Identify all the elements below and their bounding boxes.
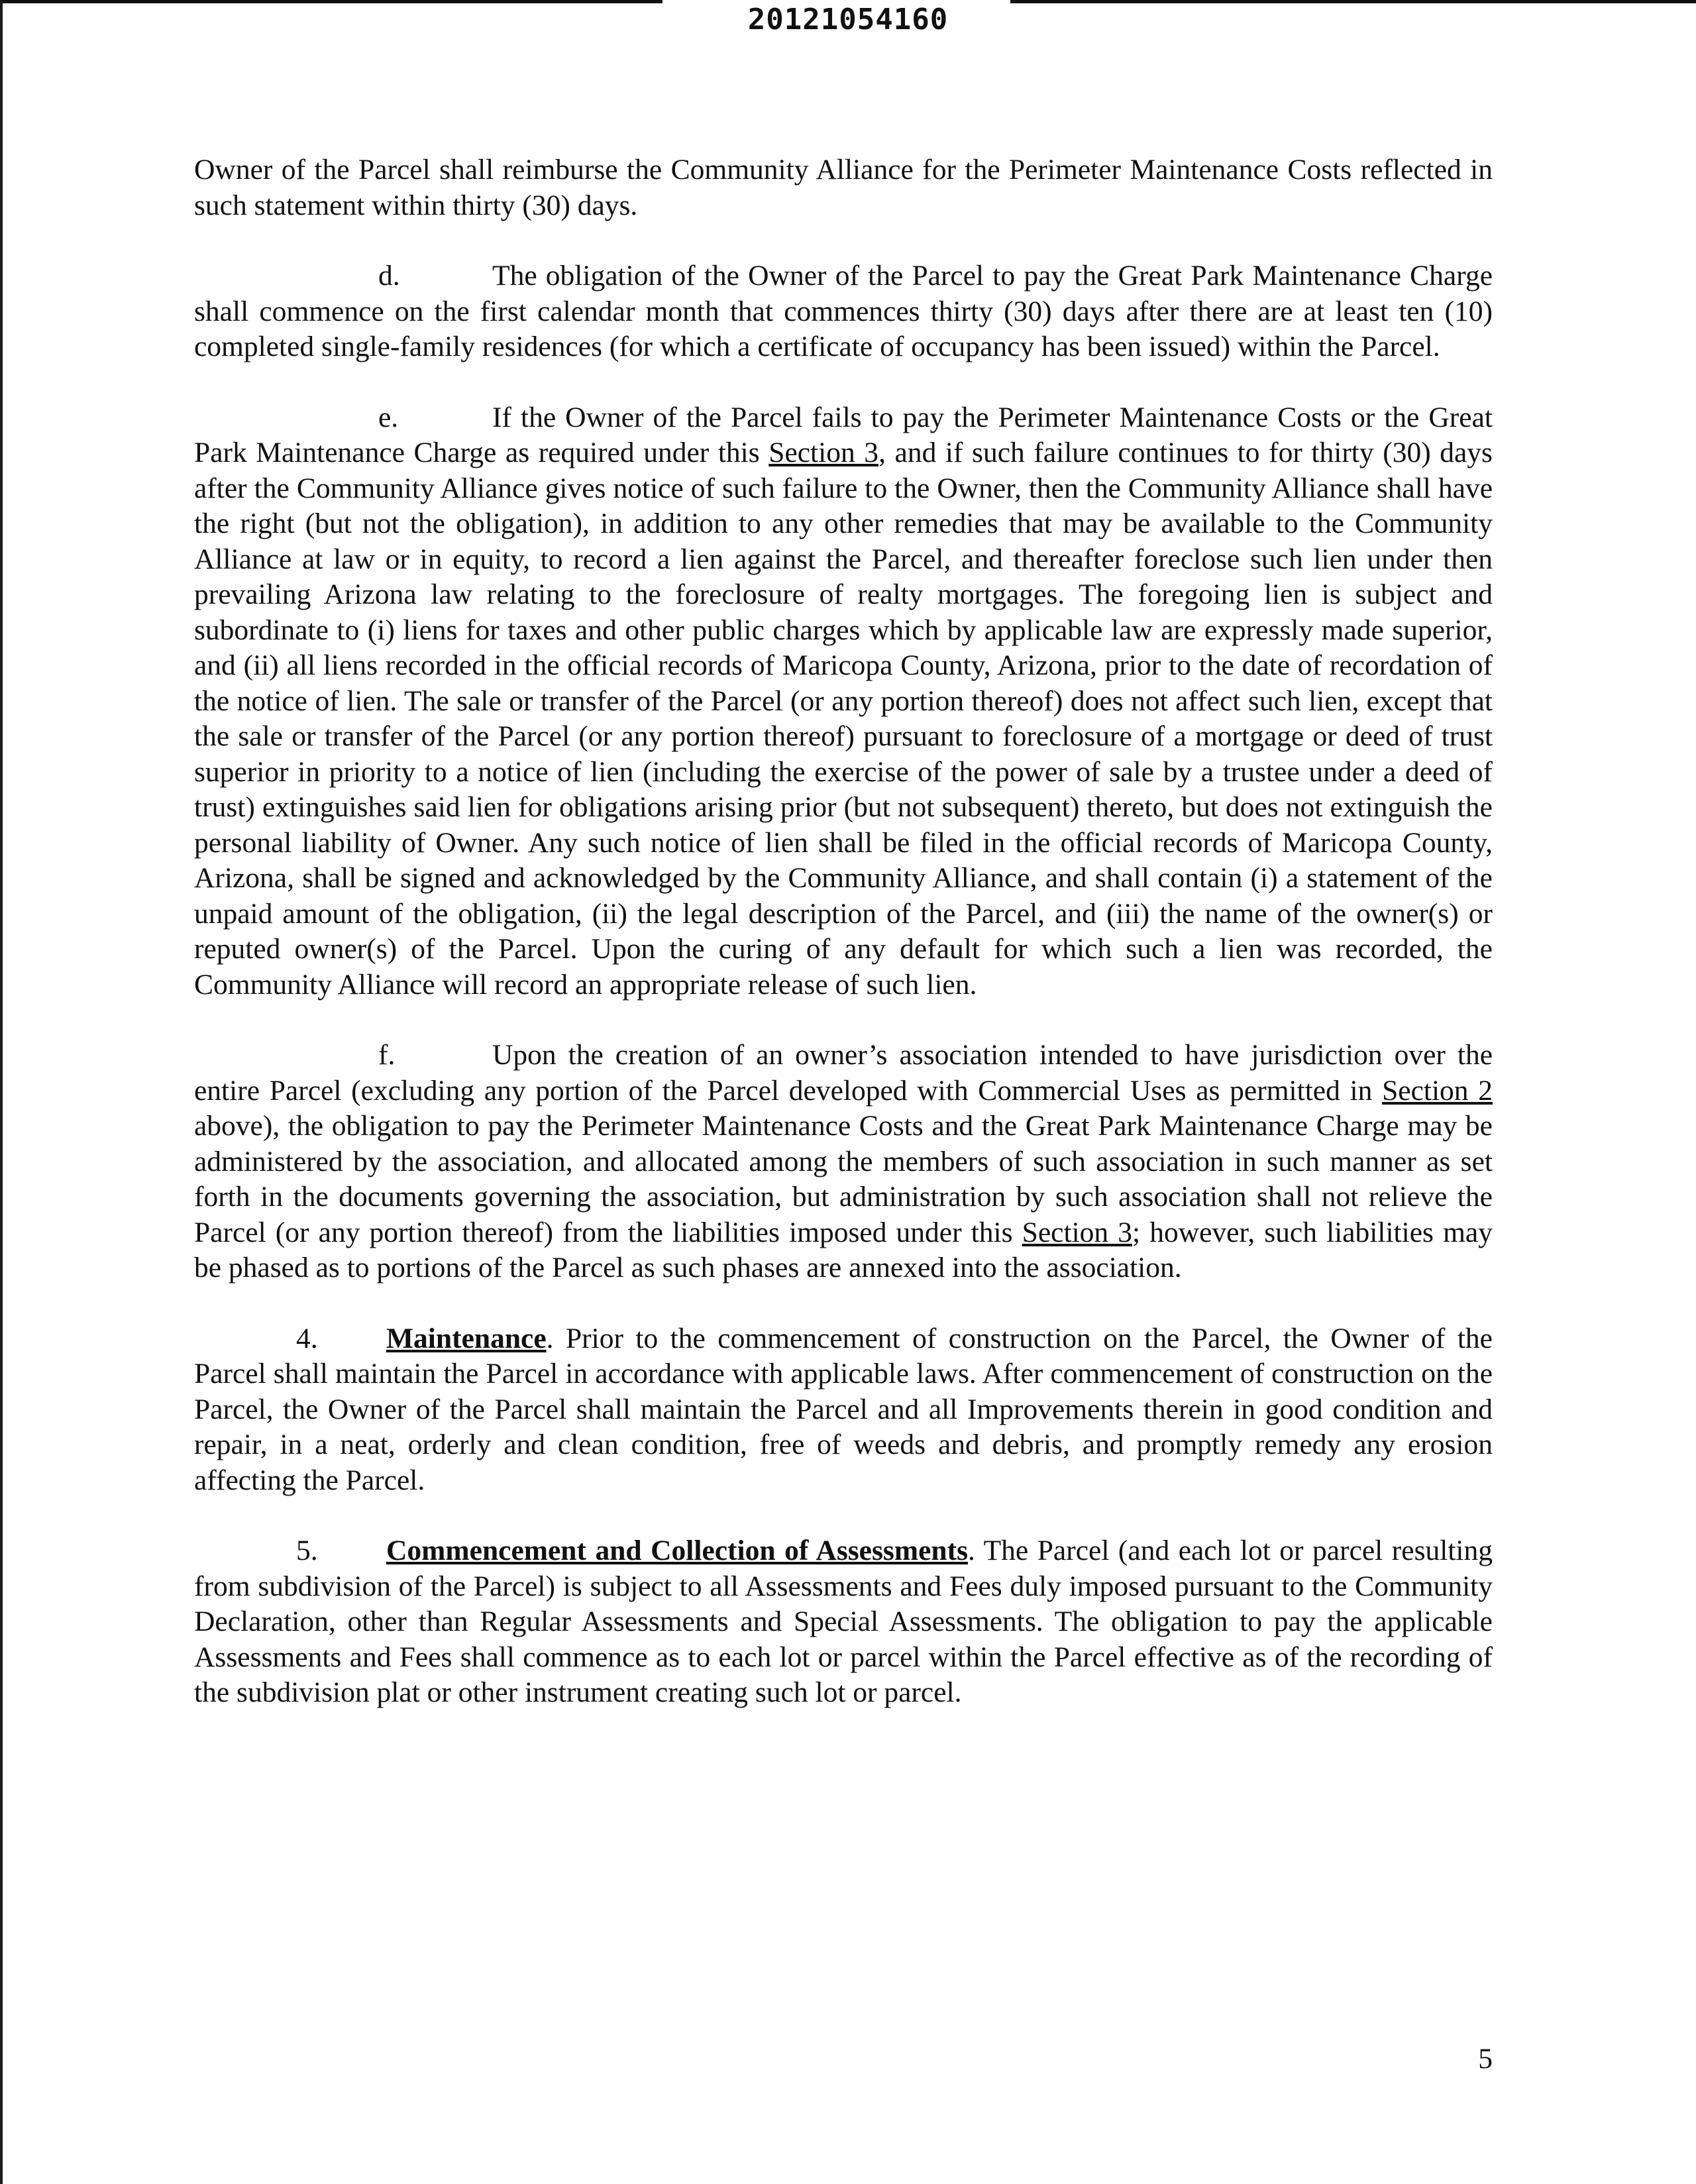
paragraph-text: . Prior to the commencement of construction on the Parcel, the Owner of the Parcel shall maintain the Parcel in accordance with applicable laws. After commencement of construction on the Parcel, the Owner of the Parcel shall maintain the Parcel and all Improvements therein in good condition and repair, in a neat, orderly and clean condition, free of weeds and debris, and promptly remedy any erosion affecting the Parcel. <box>194 1322 1493 1496</box>
section-number-4: 4. <box>296 1322 318 1354</box>
page-number: 5 <box>1478 2043 1493 2075</box>
paragraph-text: above), the obligation to pay the Perimeter Maintenance Costs and the Great Park Maintenance Charge may be administered by the association, and allocated among the members of such association in such manner as set forth in the documents governing the association, but administration by such association shall not relieve the Parcel (or any portion thereof) from the liabilities imposed under this <box>194 1110 1493 1248</box>
document-body <box>194 152 1493 1746</box>
paragraph-text: , and if such failure continues to for thirty (30) days after the Community Alliance gives notice of such failure to the Owner, then the Community Alliance shall have the right (but not the obligation), in addition to any other remedies that may be available to the Community Alliance at law or in equity, to record a lien against the Parcel, and thereafter foreclose such lien under then prevailing Arizona law relating to the foreclosure of realty mortgages. The foregoing lien is subject and subordinate to (i) liens for taxes and other public charges which by applicable law are expressly made superior, and (ii) all liens recorded in the official records of Maricopa County, Arizona, prior to the date of recordation of the notice of lien. The sale or transfer of the Parcel (or any portion thereof) does not affect such lien, except that the sale or transfer of the Parcel (or any portion thereof) pursuant to foreclosure of a mortgage or deed of trust superior in priority to a notice of lien (including the exercise of the power of sale by a trustee under a deed of trust) extinguishes said lien for obligations arising prior (but not subsequent) thereto, but does not extinguish the personal liability of Owner. Any such notice of lien shall be filed in the official records of Maricopa County, Arizona, shall be signed and acknowledged by the Community Alliance, and shall contain (i) a statement of the unpaid amount of the obligation, (ii) the legal description of the Parcel, and (iii) the name of the owner(s) or reputed owner(s) of the Parcel. Upon the curing of any default for which such a lien was recorded, the Community Alliance will record an appropriate release of such lien. <box>194 437 1493 1001</box>
section-5 <box>194 1533 1493 1711</box>
section-reference: Section 3 <box>768 437 879 468</box>
section-reference: Section 3 <box>1022 1216 1133 1248</box>
paragraph-e <box>194 400 1493 1003</box>
item-marker-d: d. <box>378 260 400 292</box>
paragraph-text: Upon the creation of an owner’s association intended to have jurisdiction over the entire Parcel (excluding any portion of the Parcel developed with Commercial Uses as permitted in <box>194 1039 1493 1107</box>
section-heading-assessments: Commencement and Collection of Assessments <box>386 1535 968 1566</box>
section-reference: Section 2 <box>1382 1074 1493 1107</box>
recording-number: 20121054160 <box>747 3 949 36</box>
section-4 <box>194 1321 1493 1499</box>
paragraph-d <box>194 258 1493 365</box>
scan-left-edge <box>0 0 3 2184</box>
section-number-5: 5. <box>296 1535 318 1566</box>
paragraph-continuation <box>194 152 1493 223</box>
paragraph-text: If the Owner of the Parcel fails to pay the Perimeter Maintenance Costs or the Great Park Maintenance Charge as required under this <box>194 401 1493 468</box>
section-heading-maintenance: Maintenance <box>386 1322 547 1354</box>
paragraph-text: The obligation of the Owner of the Parcel to pay the Great Park Maintenance Charge shall commence on the first calendar month that commences thirty (30) days after there are at least ten (10) completed single-family residences (for which a certificate of occupancy has been issued) within the Parcel. <box>194 260 1493 362</box>
paragraph-text: Owner of the Parcel shall reimburse the Community Alliance for the Perimeter Maintenance Costs reflected in such statement within thirty (30) days. <box>194 154 1493 221</box>
item-marker-f: f. <box>378 1039 396 1071</box>
paragraph-f <box>194 1038 1493 1286</box>
paragraph-text: ; however, such liabilities may be phased as to portions of the Parcel as such phases are annexed into the association. <box>194 1216 1493 1283</box>
item-marker-e: e. <box>378 401 399 433</box>
paragraph-text: . The Parcel (and each lot or parcel resulting from subdivision of the Parcel) is subject to all Assessments and Fees duly imposed pursuant to the Community Declaration, other than Regular Assessments and Special Assessments. The obligation to pay the applicable Assessments and Fees shall commence as to each lot or parcel within the Parcel effective as of the recording of the subdivision plat or other instrument creating such lot or parcel. <box>194 1535 1493 1708</box>
